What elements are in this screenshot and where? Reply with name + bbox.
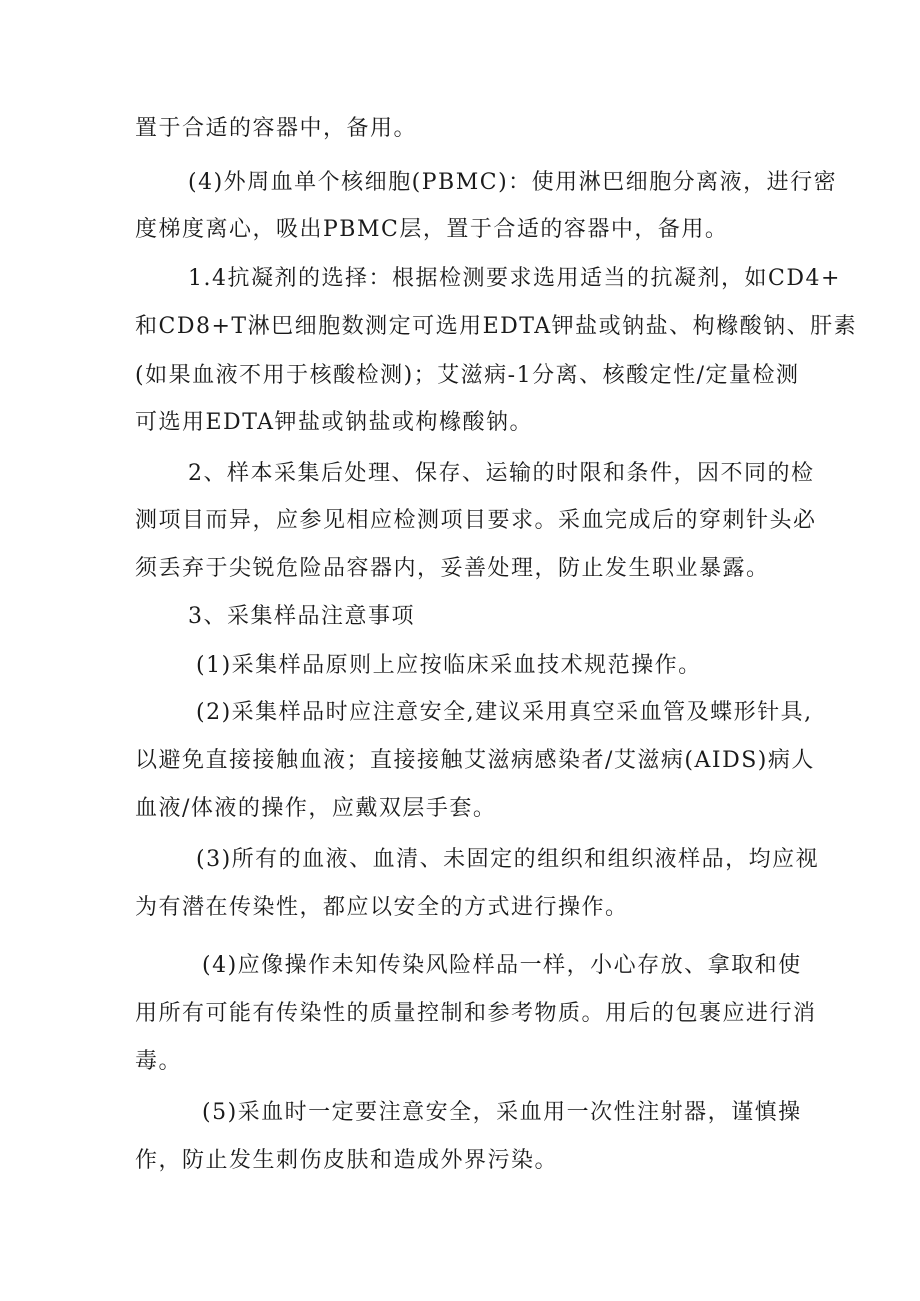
- text-line: 须丢弃于尖锐危险品容器内，妥善处理，防止发生职业暴露。: [135, 556, 770, 581]
- text-line: 测项目而异，应参见相应检测项目要求。采血完成后的穿刺针头必: [135, 508, 817, 533]
- text-line: (1)采集样品原则上应按临床采血技术规范操作。: [196, 653, 702, 678]
- text-line: 为有潜在传染性，都应以安全的方式进行操作。: [135, 895, 629, 920]
- text-line: 可选用EDTA钾盐或钠盐或枸橼酸钠。: [135, 410, 534, 435]
- text-line: 和CD8+T淋巴细胞数测定可选用EDTA钾盐或钠盐、枸橼酸钠、肝素: [135, 314, 858, 339]
- text-line: (3)所有的血液、血清、未固定的组织和组织液样品，均应视: [196, 847, 820, 872]
- text-line: 3、采集样品注意事项: [188, 604, 415, 629]
- text-line: 2、样本采集后处理、保存、运输的时限和条件，因不同的检: [188, 461, 815, 486]
- text-line: (如果血液不用于核酸检测)；艾滋病-1分离、核酸定性/定量检测: [135, 363, 800, 388]
- text-line: 用所有可能有传染性的质量控制和参考物质。用后的包裹应进行消: [135, 1001, 817, 1026]
- text-line: (4)应像操作未知传染风险样品一样，小心存放、拿取和使: [202, 953, 802, 978]
- text-line: 置于合适的容器中，备用。: [135, 116, 418, 141]
- text-line: (5)采血时一定要注意安全，采血用一次性注射器，谨慎操: [202, 1100, 802, 1125]
- text-line: 血液/体液的操作，应戴双层手套。: [135, 796, 497, 821]
- text-line: 度梯度离心，吸出PBMC层，置于合适的容器中，备用。: [135, 217, 729, 242]
- text-line: 1.4抗凝剂的选择：根据检测要求选用适当的抗凝剂，如CD4+: [188, 266, 841, 291]
- text-line: (2)采集样品时应注意安全,建议采用真空采血管及蝶形针具,: [196, 700, 813, 725]
- text-line: 以避免直接接触血液；直接接触艾滋病感染者/艾滋病(AIDS)病人: [135, 748, 815, 773]
- text-line: 作，防止发生刺伤皮肤和造成外界污染。: [135, 1148, 559, 1173]
- text-line: (4)外周血单个核细胞(PBMC)：使用淋巴细胞分离液，进行密: [188, 170, 838, 195]
- text-line: 毒。: [135, 1049, 183, 1074]
